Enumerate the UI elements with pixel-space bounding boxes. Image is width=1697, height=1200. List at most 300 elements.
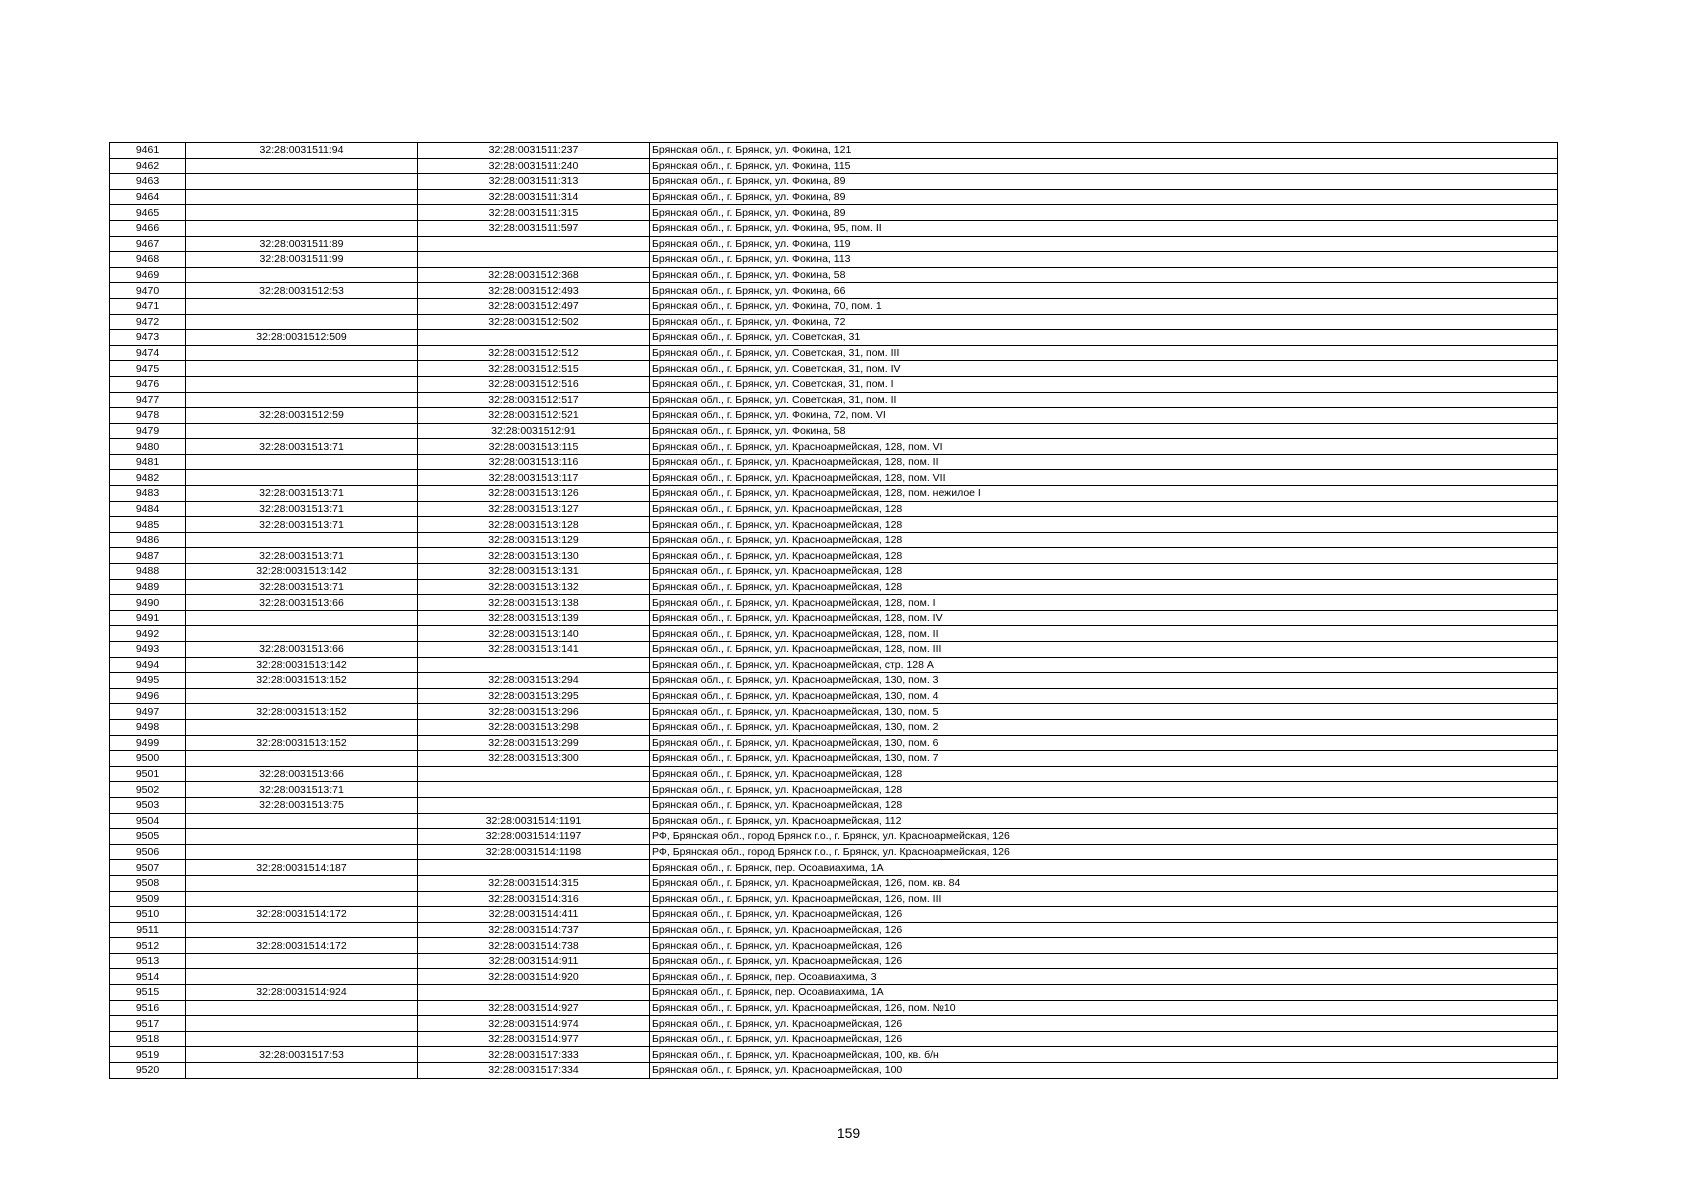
object-number-cell: 32:28:0031512:521	[418, 408, 650, 424]
address-cell: Брянская обл., г. Брянск, ул. Красноармейская, 128	[650, 517, 1558, 533]
address-cell: Брянская обл., г. Брянск, ул. Фокина, 89	[650, 174, 1558, 190]
parcel-number-cell: 32:28:0031513:75	[186, 797, 418, 813]
object-number-cell: 32:28:0031513:299	[418, 735, 650, 751]
object-number-cell: 32:28:0031511:597	[418, 220, 650, 236]
address-cell: Брянская обл., г. Брянск, ул. Фокина, 113	[650, 252, 1558, 268]
address-cell: Брянская обл., г. Брянск, ул. Красноармейская, 128, пом. IV	[650, 610, 1558, 626]
row-number-cell: 9510	[110, 907, 186, 923]
object-number-cell: 32:28:0031512:91	[418, 423, 650, 439]
object-number-cell: 32:28:0031513:139	[418, 610, 650, 626]
parcel-number-cell	[186, 345, 418, 361]
row-number-cell: 9500	[110, 751, 186, 767]
table-row	[110, 626, 1558, 642]
table-row	[110, 376, 1558, 392]
parcel-number-cell: 32:28:0031513:71	[186, 548, 418, 564]
parcel-number-cell: 32:28:0031511:94	[186, 143, 418, 159]
row-number-cell: 9488	[110, 564, 186, 580]
address-cell: Брянская обл., г. Брянск, ул. Красноармейская, 128, пом. нежилое I	[650, 486, 1558, 502]
address-cell: Брянская обл., г. Брянск, пер. Осоавиахима, 1А	[650, 860, 1558, 876]
address-cell: Брянская обл., г. Брянск, ул. Фокина, 121	[650, 143, 1558, 159]
object-number-cell: 32:28:0031517:333	[418, 1047, 650, 1063]
table-row	[110, 595, 1558, 611]
address-cell: Брянская обл., г. Брянск, ул. Красноармейская, 128, пом. II	[650, 626, 1558, 642]
row-number-cell: 9520	[110, 1063, 186, 1079]
parcel-number-cell: 32:28:0031513:71	[186, 517, 418, 533]
address-cell: Брянская обл., г. Брянск, ул. Фокина, 89	[650, 189, 1558, 205]
parcel-number-cell: 32:28:0031511:99	[186, 252, 418, 268]
table-row	[110, 470, 1558, 486]
parcel-number-cell: 32:28:0031513:71	[186, 782, 418, 798]
object-number-cell: 32:28:0031514:1198	[418, 844, 650, 860]
register-table	[109, 142, 1558, 1079]
object-number-cell: 32:28:0031513:115	[418, 439, 650, 455]
parcel-number-cell: 32:28:0031517:53	[186, 1047, 418, 1063]
address-cell: Брянская обл., г. Брянск, ул. Красноармейская, 128	[650, 797, 1558, 813]
parcel-number-cell	[186, 626, 418, 642]
address-cell: Брянская обл., г. Брянск, ул. Красноармейская, 128	[650, 766, 1558, 782]
table-row	[110, 392, 1558, 408]
parcel-number-cell: 32:28:0031514:187	[186, 860, 418, 876]
row-number-cell: 9489	[110, 579, 186, 595]
table-row	[110, 220, 1558, 236]
table-row	[110, 189, 1558, 205]
object-number-cell: 32:28:0031512:517	[418, 392, 650, 408]
page-number: 159	[836, 1125, 861, 1141]
row-number-cell: 9515	[110, 985, 186, 1001]
object-number-cell: 32:28:0031511:314	[418, 189, 650, 205]
register-table-body	[110, 143, 1558, 1079]
row-number-cell: 9509	[110, 891, 186, 907]
parcel-number-cell	[186, 891, 418, 907]
address-cell: Брянская обл., г. Брянск, ул. Фокина, 89	[650, 205, 1558, 221]
row-number-cell: 9503	[110, 797, 186, 813]
address-cell: Брянская обл., г. Брянск, ул. Красноармейская, 128	[650, 782, 1558, 798]
address-cell: РФ, Брянская обл., город Брянск г.о., г. Брянск, ул. Красноармейская, 126	[650, 844, 1558, 860]
address-cell: Брянская обл., г. Брянск, ул. Красноармейская, 126	[650, 907, 1558, 923]
parcel-number-cell	[186, 205, 418, 221]
row-number-cell: 9480	[110, 439, 186, 455]
object-number-cell: 32:28:0031513:126	[418, 486, 650, 502]
object-number-cell: 32:28:0031513:295	[418, 688, 650, 704]
address-cell: Брянская обл., г. Брянск, ул. Красноармейская, 126	[650, 953, 1558, 969]
row-number-cell: 9467	[110, 236, 186, 252]
object-number-cell: 32:28:0031514:1191	[418, 813, 650, 829]
address-cell: Брянская обл., г. Брянск, ул. Фокина, 72	[650, 314, 1558, 330]
object-number-cell: 32:28:0031517:334	[418, 1063, 650, 1079]
row-number-cell: 9519	[110, 1047, 186, 1063]
object-number-cell	[418, 985, 650, 1001]
parcel-number-cell	[186, 314, 418, 330]
row-number-cell: 9469	[110, 267, 186, 283]
row-number-cell: 9518	[110, 1031, 186, 1047]
row-number-cell: 9484	[110, 501, 186, 517]
table-row	[110, 158, 1558, 174]
address-cell: Брянская обл., г. Брянск, ул. Фокина, 70, пом. 1	[650, 298, 1558, 314]
table-row	[110, 642, 1558, 658]
row-number-cell: 9514	[110, 969, 186, 985]
address-cell: Брянская обл., г. Брянск, пер. Осоавиахима, 1А	[650, 985, 1558, 1001]
address-cell: Брянская обл., г. Брянск, ул. Фокина, 66	[650, 283, 1558, 299]
parcel-number-cell	[186, 392, 418, 408]
address-cell: Брянская обл., г. Брянск, ул. Советская, 31	[650, 330, 1558, 346]
object-number-cell: 32:28:0031514:911	[418, 953, 650, 969]
row-number-cell: 9492	[110, 626, 186, 642]
object-number-cell	[418, 236, 650, 252]
table-row	[110, 298, 1558, 314]
row-number-cell: 9478	[110, 408, 186, 424]
parcel-number-cell: 32:28:0031513:71	[186, 501, 418, 517]
address-cell: Брянская обл., г. Брянск, ул. Красноармейская, 128, пом. II	[650, 454, 1558, 470]
object-number-cell: 32:28:0031513:140	[418, 626, 650, 642]
object-number-cell: 32:28:0031513:300	[418, 751, 650, 767]
table-row	[110, 1031, 1558, 1047]
row-number-cell: 9507	[110, 860, 186, 876]
object-number-cell: 32:28:0031513:294	[418, 673, 650, 689]
parcel-number-cell	[186, 267, 418, 283]
parcel-number-cell	[186, 423, 418, 439]
table-row	[110, 205, 1558, 221]
table-row	[110, 423, 1558, 439]
object-number-cell: 32:28:0031514:974	[418, 1016, 650, 1032]
table-row	[110, 610, 1558, 626]
table-row	[110, 267, 1558, 283]
object-number-cell: 32:28:0031512:502	[418, 314, 650, 330]
row-number-cell: 9479	[110, 423, 186, 439]
parcel-number-cell	[186, 532, 418, 548]
object-number-cell: 32:28:0031511:240	[418, 158, 650, 174]
address-cell: РФ, Брянская обл., город Брянск г.о., г. Брянск, ул. Красноармейская, 126	[650, 829, 1558, 845]
object-number-cell: 32:28:0031511:237	[418, 143, 650, 159]
table-row	[110, 844, 1558, 860]
table-row	[110, 922, 1558, 938]
row-number-cell: 9486	[110, 532, 186, 548]
table-row	[110, 860, 1558, 876]
object-number-cell: 32:28:0031513:129	[418, 532, 650, 548]
table-row	[110, 953, 1558, 969]
table-row	[110, 361, 1558, 377]
address-cell: Брянская обл., г. Брянск, ул. Красноармейская, 126	[650, 938, 1558, 954]
row-number-cell: 9485	[110, 517, 186, 533]
parcel-number-cell	[186, 922, 418, 938]
parcel-number-cell	[186, 174, 418, 190]
parcel-number-cell	[186, 1063, 418, 1079]
table-row	[110, 408, 1558, 424]
address-cell: Брянская обл., г. Брянск, пер. Осоавиахима, 3	[650, 969, 1558, 985]
address-cell: Брянская обл., г. Брянск, ул. Красноармейская, 128	[650, 501, 1558, 517]
address-cell: Брянская обл., г. Брянск, ул. Красноармейская, 130, пом. 3	[650, 673, 1558, 689]
parcel-number-cell: 32:28:0031513:152	[186, 673, 418, 689]
table-row	[110, 657, 1558, 673]
parcel-number-cell	[186, 751, 418, 767]
table-row	[110, 985, 1558, 1001]
address-cell: Брянская обл., г. Брянск, ул. Красноармейская, 128, пом. I	[650, 595, 1558, 611]
parcel-number-cell: 32:28:0031513:152	[186, 704, 418, 720]
table-row	[110, 579, 1558, 595]
row-number-cell: 9501	[110, 766, 186, 782]
table-row	[110, 907, 1558, 923]
address-cell: Брянская обл., г. Брянск, ул. Красноармейская, 128	[650, 548, 1558, 564]
object-number-cell: 32:28:0031514:411	[418, 907, 650, 923]
address-cell: Брянская обл., г. Брянск, ул. Фокина, 115	[650, 158, 1558, 174]
address-cell: Брянская обл., г. Брянск, ул. Фокина, 58	[650, 423, 1558, 439]
parcel-number-cell: 32:28:0031512:59	[186, 408, 418, 424]
row-number-cell: 9494	[110, 657, 186, 673]
parcel-number-cell	[186, 610, 418, 626]
row-number-cell: 9495	[110, 673, 186, 689]
object-number-cell: 32:28:0031513:127	[418, 501, 650, 517]
parcel-number-cell	[186, 158, 418, 174]
table-row	[110, 875, 1558, 891]
object-number-cell	[418, 330, 650, 346]
parcel-number-cell	[186, 969, 418, 985]
address-cell: Брянская обл., г. Брянск, ул. Красноармейская, 128, пом. VII	[650, 470, 1558, 486]
parcel-number-cell: 32:28:0031513:142	[186, 564, 418, 580]
parcel-number-cell	[186, 298, 418, 314]
table-row	[110, 735, 1558, 751]
table-row	[110, 891, 1558, 907]
object-number-cell: 32:28:0031512:368	[418, 267, 650, 283]
row-number-cell: 9511	[110, 922, 186, 938]
parcel-number-cell: 32:28:0031513:71	[186, 579, 418, 595]
parcel-number-cell: 32:28:0031514:924	[186, 985, 418, 1001]
table-row	[110, 252, 1558, 268]
address-cell: Брянская обл., г. Брянск, ул. Красноармейская, 126, пом. III	[650, 891, 1558, 907]
row-number-cell: 9491	[110, 610, 186, 626]
address-cell: Брянская обл., г. Брянск, ул. Фокина, 95, пом. II	[650, 220, 1558, 236]
object-number-cell: 32:28:0031513:128	[418, 517, 650, 533]
parcel-number-cell	[186, 376, 418, 392]
address-cell: Брянская обл., г. Брянск, ул. Красноармейская, 126	[650, 1016, 1558, 1032]
parcel-number-cell: 32:28:0031513:71	[186, 439, 418, 455]
table-row	[110, 719, 1558, 735]
address-cell: Брянская обл., г. Брянск, ул. Красноармейская, 128	[650, 532, 1558, 548]
table-row	[110, 454, 1558, 470]
address-cell: Брянская обл., г. Брянск, ул. Красноармейская, 112	[650, 813, 1558, 829]
row-number-cell: 9504	[110, 813, 186, 829]
object-number-cell: 32:28:0031514:738	[418, 938, 650, 954]
row-number-cell: 9468	[110, 252, 186, 268]
row-number-cell: 9512	[110, 938, 186, 954]
object-number-cell	[418, 797, 650, 813]
address-cell: Брянская обл., г. Брянск, ул. Красноармейская, 126	[650, 922, 1558, 938]
row-number-cell: 9475	[110, 361, 186, 377]
row-number-cell: 9462	[110, 158, 186, 174]
parcel-number-cell	[186, 829, 418, 845]
row-number-cell: 9490	[110, 595, 186, 611]
parcel-number-cell: 32:28:0031512:53	[186, 283, 418, 299]
object-number-cell	[418, 252, 650, 268]
parcel-number-cell	[186, 875, 418, 891]
table-row	[110, 439, 1558, 455]
row-number-cell: 9517	[110, 1016, 186, 1032]
parcel-number-cell: 32:28:0031513:71	[186, 486, 418, 502]
table-row	[110, 751, 1558, 767]
table-row	[110, 969, 1558, 985]
address-cell: Брянская обл., г. Брянск, ул. Красноармейская, 128, пом. VI	[650, 439, 1558, 455]
table-row	[110, 143, 1558, 159]
parcel-number-cell	[186, 189, 418, 205]
row-number-cell: 9498	[110, 719, 186, 735]
object-number-cell: 32:28:0031514:316	[418, 891, 650, 907]
parcel-number-cell: 32:28:0031514:172	[186, 938, 418, 954]
row-number-cell: 9470	[110, 283, 186, 299]
row-number-cell: 9487	[110, 548, 186, 564]
object-number-cell: 32:28:0031513:130	[418, 548, 650, 564]
object-number-cell: 32:28:0031514:1197	[418, 829, 650, 845]
row-number-cell: 9499	[110, 735, 186, 751]
parcel-number-cell	[186, 688, 418, 704]
row-number-cell: 9513	[110, 953, 186, 969]
object-number-cell: 32:28:0031513:117	[418, 470, 650, 486]
address-cell: Брянская обл., г. Брянск, ул. Красноармейская, 126, пом. №10	[650, 1000, 1558, 1016]
row-number-cell: 9481	[110, 454, 186, 470]
parcel-number-cell	[186, 844, 418, 860]
table-row	[110, 314, 1558, 330]
address-cell: Брянская обл., г. Брянск, ул. Красноармейская, стр. 128 А	[650, 657, 1558, 673]
row-number-cell: 9465	[110, 205, 186, 221]
parcel-number-cell	[186, 361, 418, 377]
parcel-number-cell	[186, 470, 418, 486]
row-number-cell: 9466	[110, 220, 186, 236]
table-row	[110, 1016, 1558, 1032]
row-number-cell: 9473	[110, 330, 186, 346]
table-row	[110, 283, 1558, 299]
object-number-cell: 32:28:0031513:296	[418, 704, 650, 720]
row-number-cell: 9505	[110, 829, 186, 845]
object-number-cell: 32:28:0031514:927	[418, 1000, 650, 1016]
row-number-cell: 9472	[110, 314, 186, 330]
object-number-cell	[418, 782, 650, 798]
address-cell: Брянская обл., г. Брянск, ул. Советская, 31, пом. I	[650, 376, 1558, 392]
address-cell: Брянская обл., г. Брянск, ул. Советская, 31, пом. II	[650, 392, 1558, 408]
row-number-cell: 9483	[110, 486, 186, 502]
table-row	[110, 938, 1558, 954]
row-number-cell: 9471	[110, 298, 186, 314]
parcel-number-cell: 32:28:0031513:142	[186, 657, 418, 673]
object-number-cell: 32:28:0031514:737	[418, 922, 650, 938]
parcel-number-cell	[186, 220, 418, 236]
address-cell: Брянская обл., г. Брянск, ул. Красноармейская, 128	[650, 579, 1558, 595]
object-number-cell: 32:28:0031511:313	[418, 174, 650, 190]
parcel-number-cell: 32:28:0031512:509	[186, 330, 418, 346]
address-cell: Брянская обл., г. Брянск, ул. Красноармейская, 130, пом. 5	[650, 704, 1558, 720]
object-number-cell: 32:28:0031513:298	[418, 719, 650, 735]
row-number-cell: 9463	[110, 174, 186, 190]
address-cell: Брянская обл., г. Брянск, ул. Фокина, 72, пом. VI	[650, 408, 1558, 424]
row-number-cell: 9506	[110, 844, 186, 860]
parcel-number-cell	[186, 719, 418, 735]
parcel-number-cell: 32:28:0031513:66	[186, 766, 418, 782]
parcel-number-cell	[186, 1016, 418, 1032]
row-number-cell: 9493	[110, 642, 186, 658]
object-number-cell: 32:28:0031512:515	[418, 361, 650, 377]
table-row	[110, 1047, 1558, 1063]
parcel-number-cell: 32:28:0031513:66	[186, 595, 418, 611]
address-cell: Брянская обл., г. Брянск, ул. Советская, 31, пом. III	[650, 345, 1558, 361]
parcel-number-cell: 32:28:0031513:66	[186, 642, 418, 658]
table-row	[110, 797, 1558, 813]
row-number-cell: 9496	[110, 688, 186, 704]
object-number-cell	[418, 766, 650, 782]
parcel-number-cell: 32:28:0031514:172	[186, 907, 418, 923]
address-cell: Брянская обл., г. Брянск, ул. Красноармейская, 130, пом. 2	[650, 719, 1558, 735]
object-number-cell: 32:28:0031512:497	[418, 298, 650, 314]
address-cell: Брянская обл., г. Брянск, ул. Фокина, 58	[650, 267, 1558, 283]
parcel-number-cell	[186, 454, 418, 470]
parcel-number-cell: 32:28:0031511:89	[186, 236, 418, 252]
object-number-cell: 32:28:0031513:141	[418, 642, 650, 658]
table-row	[110, 688, 1558, 704]
object-number-cell	[418, 860, 650, 876]
table-row	[110, 330, 1558, 346]
row-number-cell: 9508	[110, 875, 186, 891]
parcel-number-cell	[186, 813, 418, 829]
address-cell: Брянская обл., г. Брянск, ул. Красноармейская, 126, пом. кв. 84	[650, 875, 1558, 891]
row-number-cell: 9477	[110, 392, 186, 408]
row-number-cell: 9461	[110, 143, 186, 159]
address-cell: Брянская обл., г. Брянск, ул. Красноармейская, 130, пом. 6	[650, 735, 1558, 751]
row-number-cell: 9497	[110, 704, 186, 720]
row-number-cell: 9474	[110, 345, 186, 361]
row-number-cell: 9476	[110, 376, 186, 392]
object-number-cell: 32:28:0031511:315	[418, 205, 650, 221]
object-number-cell: 32:28:0031514:977	[418, 1031, 650, 1047]
parcel-number-cell	[186, 953, 418, 969]
row-number-cell: 9502	[110, 782, 186, 798]
table-row	[110, 673, 1558, 689]
table-row	[110, 501, 1558, 517]
row-number-cell: 9464	[110, 189, 186, 205]
address-cell: Брянская обл., г. Брянск, ул. Красноармейская, 128	[650, 564, 1558, 580]
parcel-number-cell	[186, 1031, 418, 1047]
table-row	[110, 704, 1558, 720]
table-row	[110, 486, 1558, 502]
object-number-cell: 32:28:0031513:131	[418, 564, 650, 580]
table-row	[110, 829, 1558, 845]
object-number-cell	[418, 657, 650, 673]
object-number-cell: 32:28:0031512:516	[418, 376, 650, 392]
object-number-cell: 32:28:0031514:920	[418, 969, 650, 985]
address-cell: Брянская обл., г. Брянск, ул. Красноармейская, 100	[650, 1063, 1558, 1079]
address-cell: Брянская обл., г. Брянск, ул. Красноармейская, 100, кв. б/н	[650, 1047, 1558, 1063]
address-cell: Брянская обл., г. Брянск, ул. Советская, 31, пом. IV	[650, 361, 1558, 377]
table-row	[110, 345, 1558, 361]
object-number-cell: 32:28:0031514:315	[418, 875, 650, 891]
address-cell: Брянская обл., г. Брянск, ул. Фокина, 119	[650, 236, 1558, 252]
object-number-cell: 32:28:0031513:116	[418, 454, 650, 470]
table-row	[110, 517, 1558, 533]
address-cell: Брянская обл., г. Брянск, ул. Красноармейская, 128, пом. III	[650, 642, 1558, 658]
table-row	[110, 766, 1558, 782]
address-cell: Брянская обл., г. Брянск, ул. Красноармейская, 126	[650, 1031, 1558, 1047]
object-number-cell: 32:28:0031513:132	[418, 579, 650, 595]
table-row	[110, 1000, 1558, 1016]
object-number-cell: 32:28:0031513:138	[418, 595, 650, 611]
address-cell: Брянская обл., г. Брянск, ул. Красноармейская, 130, пом. 7	[650, 751, 1558, 767]
table-row	[110, 548, 1558, 564]
object-number-cell: 32:28:0031512:512	[418, 345, 650, 361]
table-row	[110, 782, 1558, 798]
table-row	[110, 564, 1558, 580]
parcel-number-cell: 32:28:0031513:152	[186, 735, 418, 751]
table-row	[110, 174, 1558, 190]
table-row	[110, 532, 1558, 548]
table-row	[110, 813, 1558, 829]
address-cell: Брянская обл., г. Брянск, ул. Красноармейская, 130, пом. 4	[650, 688, 1558, 704]
table-row	[110, 1063, 1558, 1079]
parcel-number-cell	[186, 1000, 418, 1016]
table-row	[110, 236, 1558, 252]
